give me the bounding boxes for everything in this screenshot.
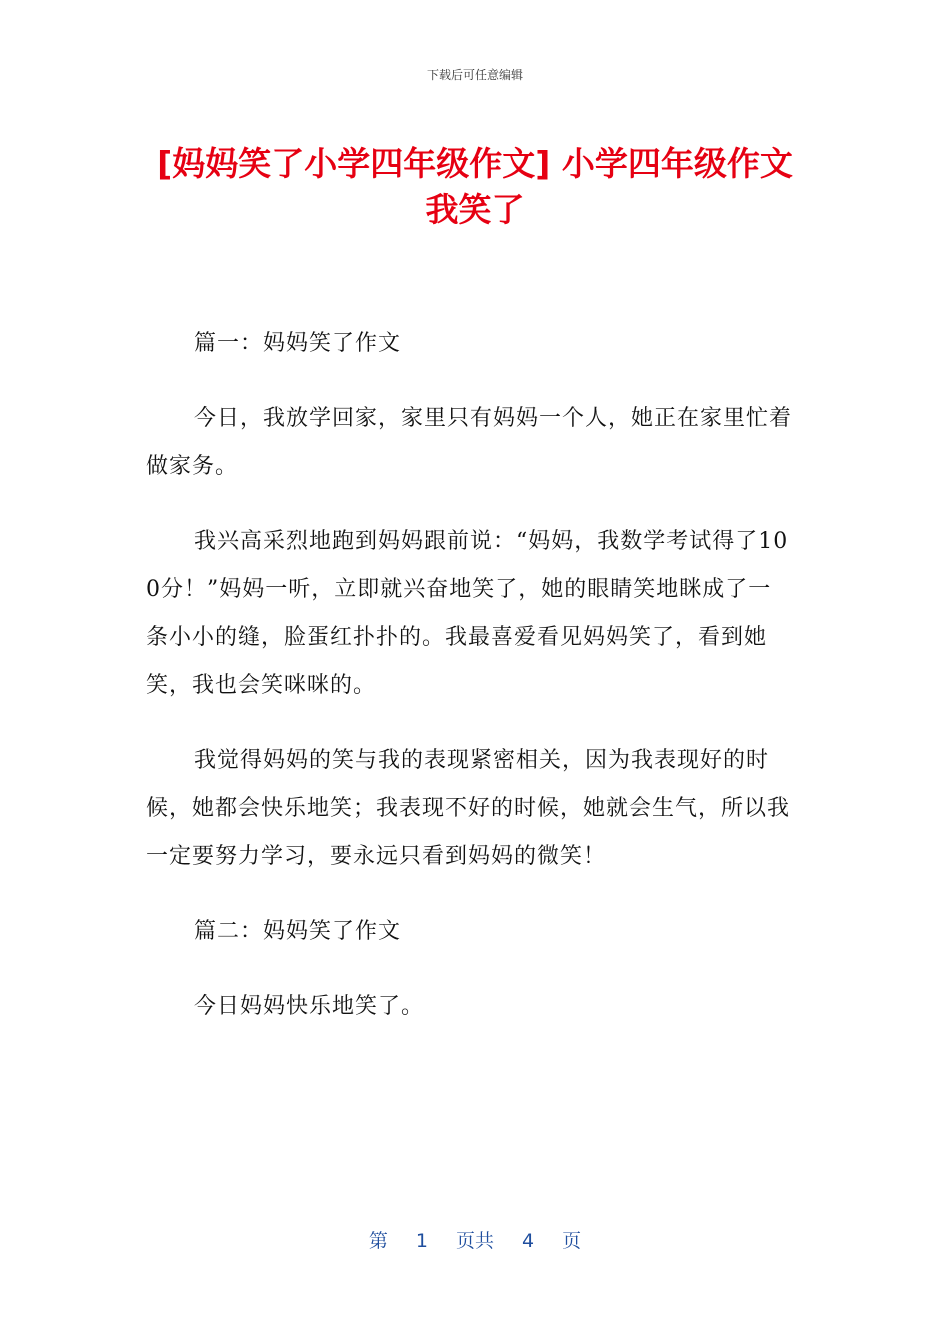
title-line-2: 我笑了 (425, 190, 525, 229)
title-line-1: [妈妈笑了小学四年级作文] 小学四年级作文 (157, 144, 793, 183)
paragraph: 我觉得妈妈的笑与我的表现紧密相关，因为我表现好的时候，她都会快乐地笑；我表现不好的时候，她就会生气，所以我一定要努力学习，要永远只看到妈妈的微笑！ (146, 748, 791, 869)
section-heading-2: 篇二：妈妈笑了作文 (194, 919, 402, 944)
page-number: 1 (415, 1230, 428, 1252)
page-label: 第 (368, 1230, 388, 1252)
paragraph: 今日，我放学回家，家里只有妈妈一个人，她正在家里忙着做家务。 (146, 406, 793, 479)
header-note: 下载后可任意编辑 (426, 68, 523, 82)
paragraph: 今日妈妈快乐地笑了。 (194, 994, 425, 1019)
document-body (146, 320, 792, 1058)
total-label: 页共 (455, 1230, 494, 1252)
paragraph: 我兴高采烈地跑到妈妈跟前说：“妈妈，我数学考试得了100分！”妈妈一听，立即就兴奋地笑了，她的眼睛笑地眯成了一条小小的缝，脸蛋红扑扑的。我最喜爱看见妈妈笑了，看到她笑，我也会笑咪咪的。 (146, 529, 789, 698)
page-suffix: 页 (562, 1230, 582, 1252)
document-title (100, 141, 850, 233)
page-footer (0, 1226, 950, 1253)
total-pages: 4 (522, 1230, 535, 1252)
section-heading-1: 篇一：妈妈笑了作文 (194, 331, 402, 356)
